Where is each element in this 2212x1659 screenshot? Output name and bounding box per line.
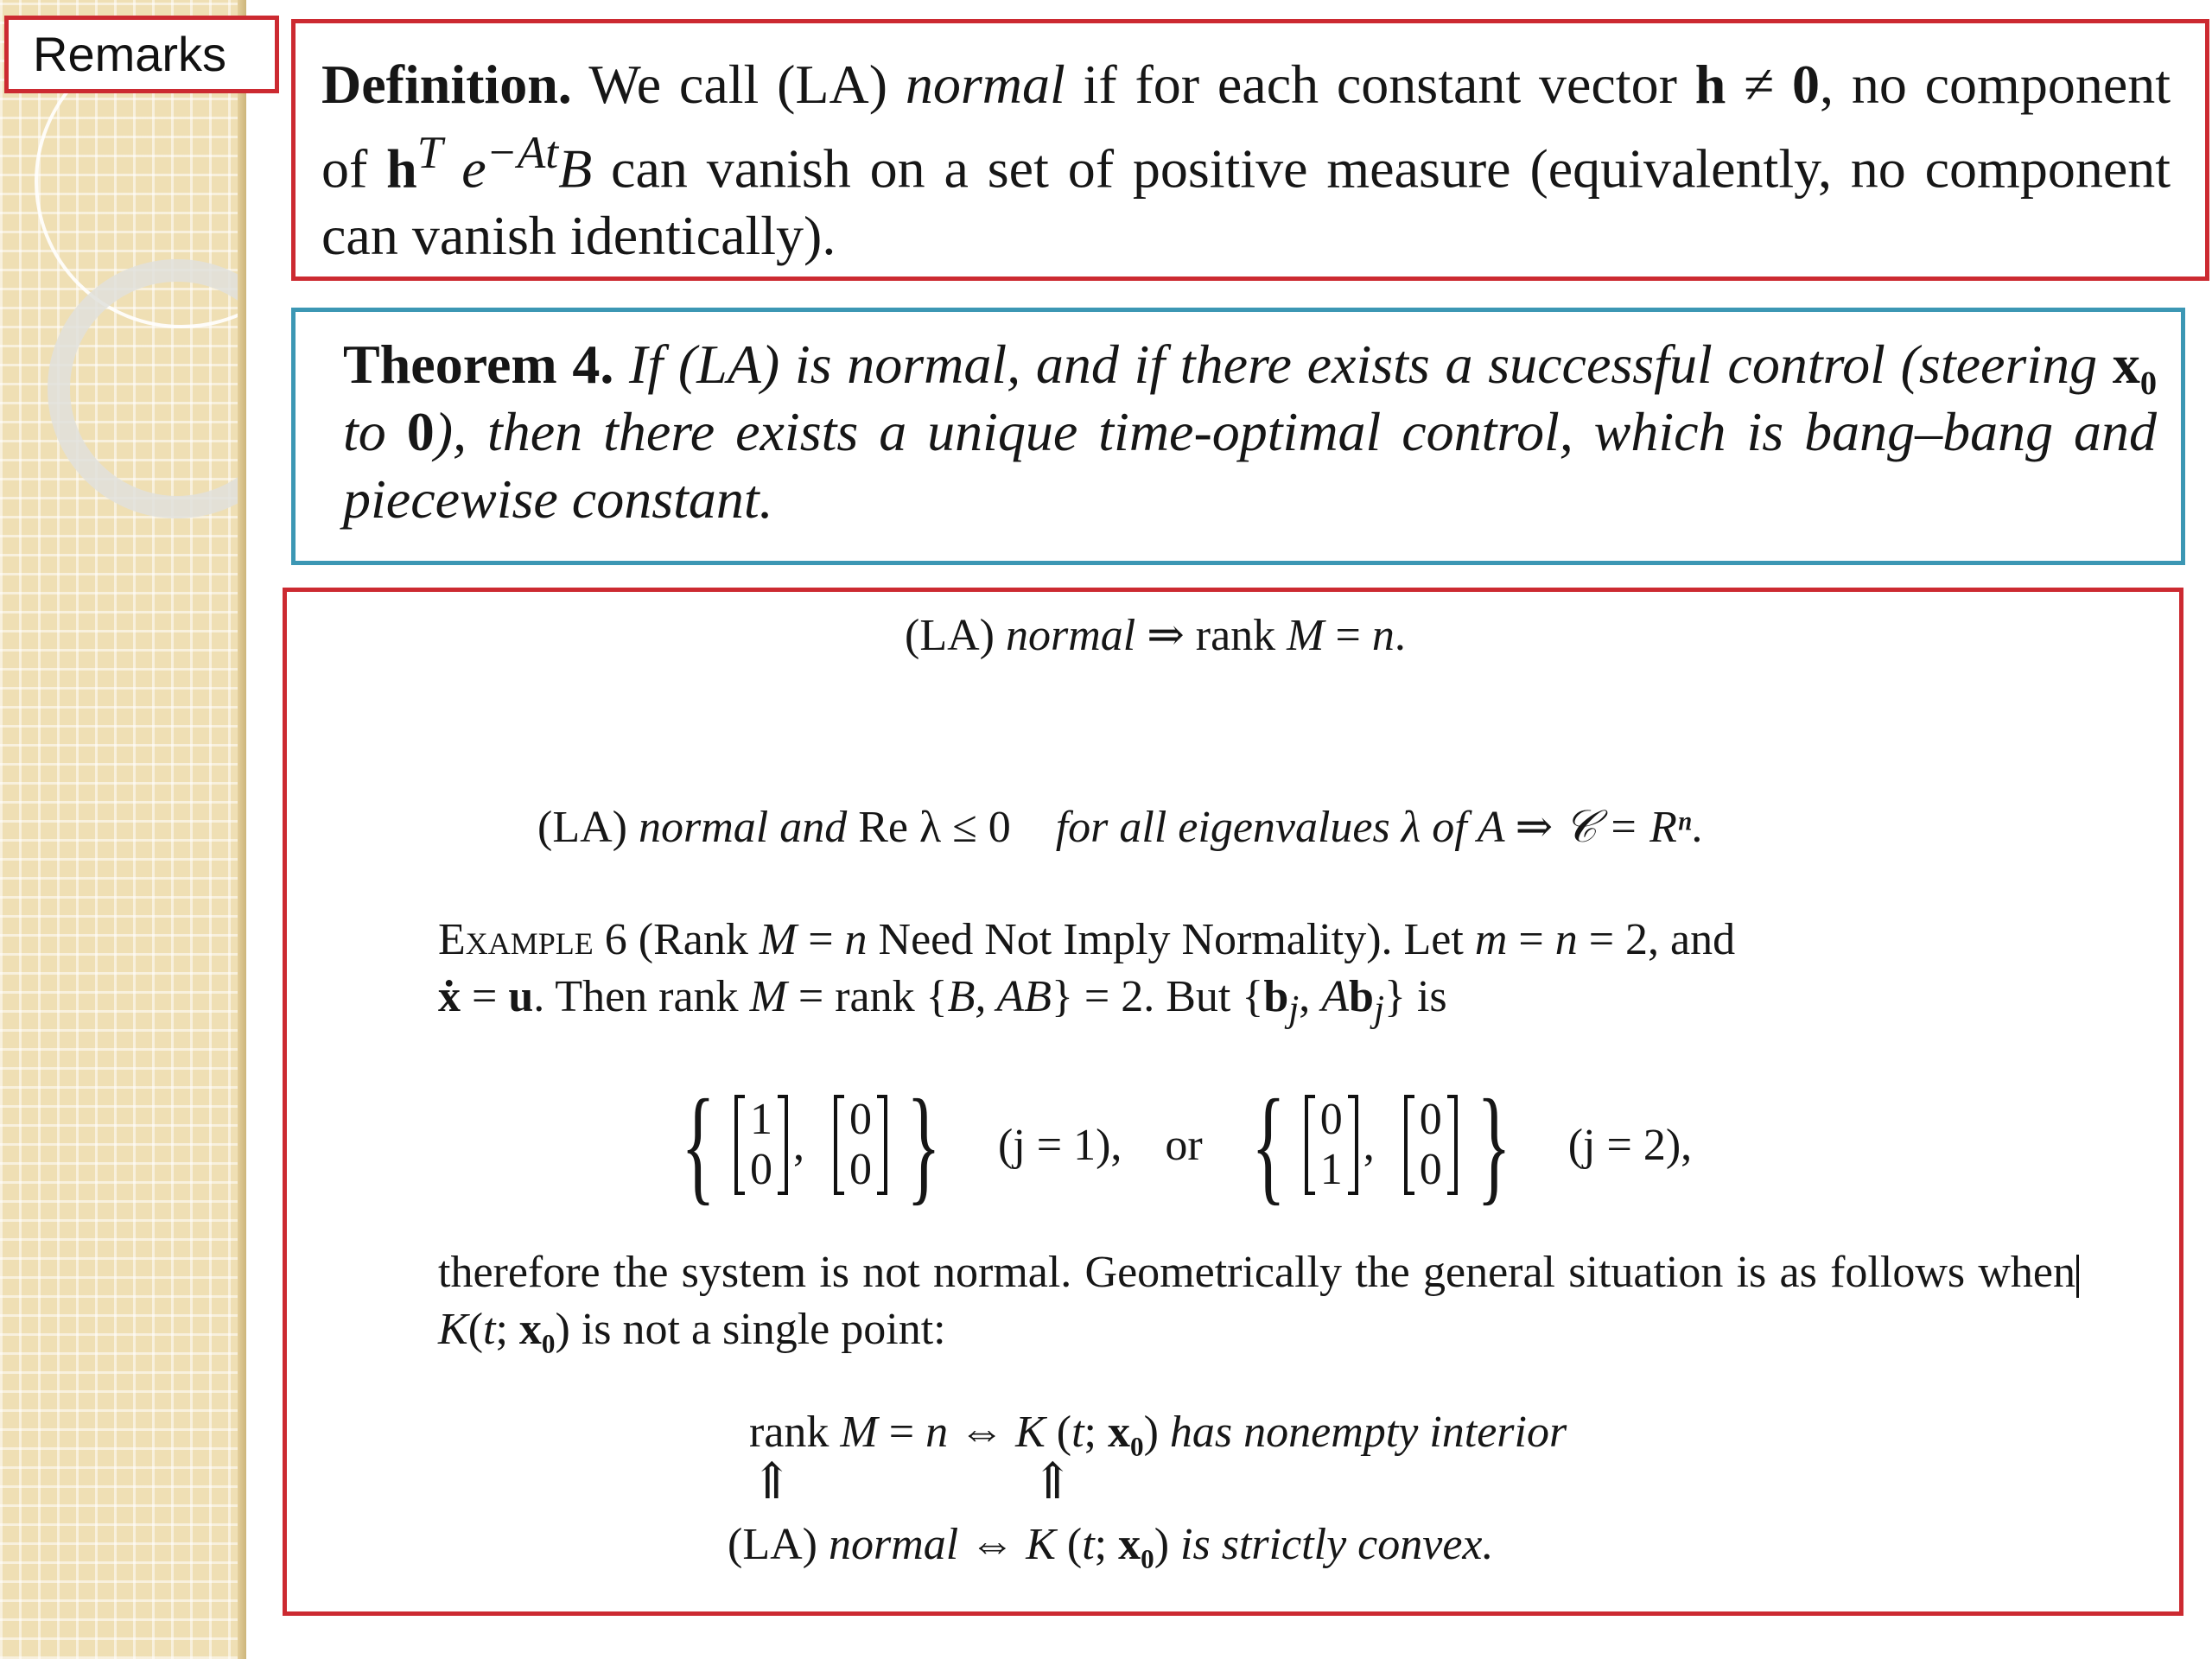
math-symbol: T: [416, 126, 443, 178]
column-vector: 0 0: [1404, 1095, 1458, 1195]
brace: }: [906, 1073, 941, 1217]
geometric-situation-paragraph: therefore the system is not normal. Geometrically the general situation is as follows whenK(t; x₀) is not a single point:: [438, 1244, 2080, 1358]
math-symbol: x₀: [2112, 334, 2158, 395]
theorem-lead: Theorem 4.: [343, 334, 614, 395]
definition-text: We call (LA): [571, 54, 906, 115]
remarks-label: [4, 16, 279, 93]
example-label: Example: [438, 915, 594, 964]
brace: {: [1250, 1073, 1286, 1217]
definition-text: if for each constant vector: [1065, 54, 1695, 115]
example-heading-paragraph: Example 6 (Rank M = n Need Not Imply Normality). Let m = n = 2, and ẋ = u. Then rank M = rank {B, AB} = 2. But {$b_j$, $Ab_j$} is: [438, 915, 1736, 1030]
equation-controllable-set: (LA) normal and Re λ ≤ 0 for all eigenvalues λ of A ⇒ 𝒞 = Rⁿ.: [537, 803, 1703, 852]
definition-text: can vanish on a set of positive measure (equivalently, no component can vanish identically).: [321, 137, 2171, 267]
implies-up-arrow: ⇑: [1032, 1453, 1074, 1510]
equation-rank-interior: rank M = n ⇔ K (t; x₀) has nonempty interior: [749, 1408, 1567, 1457]
decorative-sidebar: [0, 0, 246, 1659]
column-vector: 0 0: [834, 1095, 887, 1195]
theorem-text: to: [343, 401, 407, 462]
theorem-text: ), then there exists a unique time-optimal control, which is bang–bang and piecewise constant.: [343, 401, 2158, 530]
math-symbol: 0: [406, 401, 435, 462]
math-symbol: e: [442, 137, 486, 200]
theorem-box: [291, 308, 2185, 565]
math-symbol: 0: [1792, 54, 1821, 115]
or-label: or: [1165, 1120, 1203, 1170]
math-symbol: B: [558, 137, 593, 200]
remarks-text: Remarks: [33, 27, 227, 81]
index-label: (j = 1),: [998, 1120, 1122, 1170]
column-vector: 0 1: [1305, 1095, 1358, 1195]
equation-normal-rank: (LA) normal ⇒ rank M = n.: [905, 611, 1406, 660]
definition-text: normal: [905, 54, 1065, 115]
implies-up-arrow: ⇑: [751, 1453, 793, 1510]
column-vector: 1 0: [734, 1095, 788, 1195]
math-symbol: ≠: [1744, 54, 1775, 115]
theorem-text: If (LA) is normal, and if there exists a successful control (steering: [613, 334, 2113, 395]
math-symbol: h: [1694, 54, 1726, 115]
brace: }: [1476, 1073, 1511, 1217]
definition-text: , no component of: [321, 54, 2171, 200]
math-symbol: h: [386, 137, 417, 200]
definition-lead: Definition.: [321, 54, 572, 115]
equation-normal-convex: (LA) normal ⇔ K (t; x₀) is strictly convex.: [728, 1520, 1494, 1569]
brace: {: [681, 1073, 715, 1217]
definition-box: [291, 19, 2209, 281]
vector-sets-row: { 1 0 , 0 0 } (j = 1), or { 0 1 , 0 0 } (j = 2),: [681, 1073, 1693, 1217]
text-cursor: [2076, 1255, 2079, 1298]
example-box: [283, 588, 2183, 1616]
index-label: (j = 2),: [1567, 1120, 1693, 1170]
math-symbol: −At: [486, 126, 559, 178]
decorative-ring: [48, 259, 246, 518]
